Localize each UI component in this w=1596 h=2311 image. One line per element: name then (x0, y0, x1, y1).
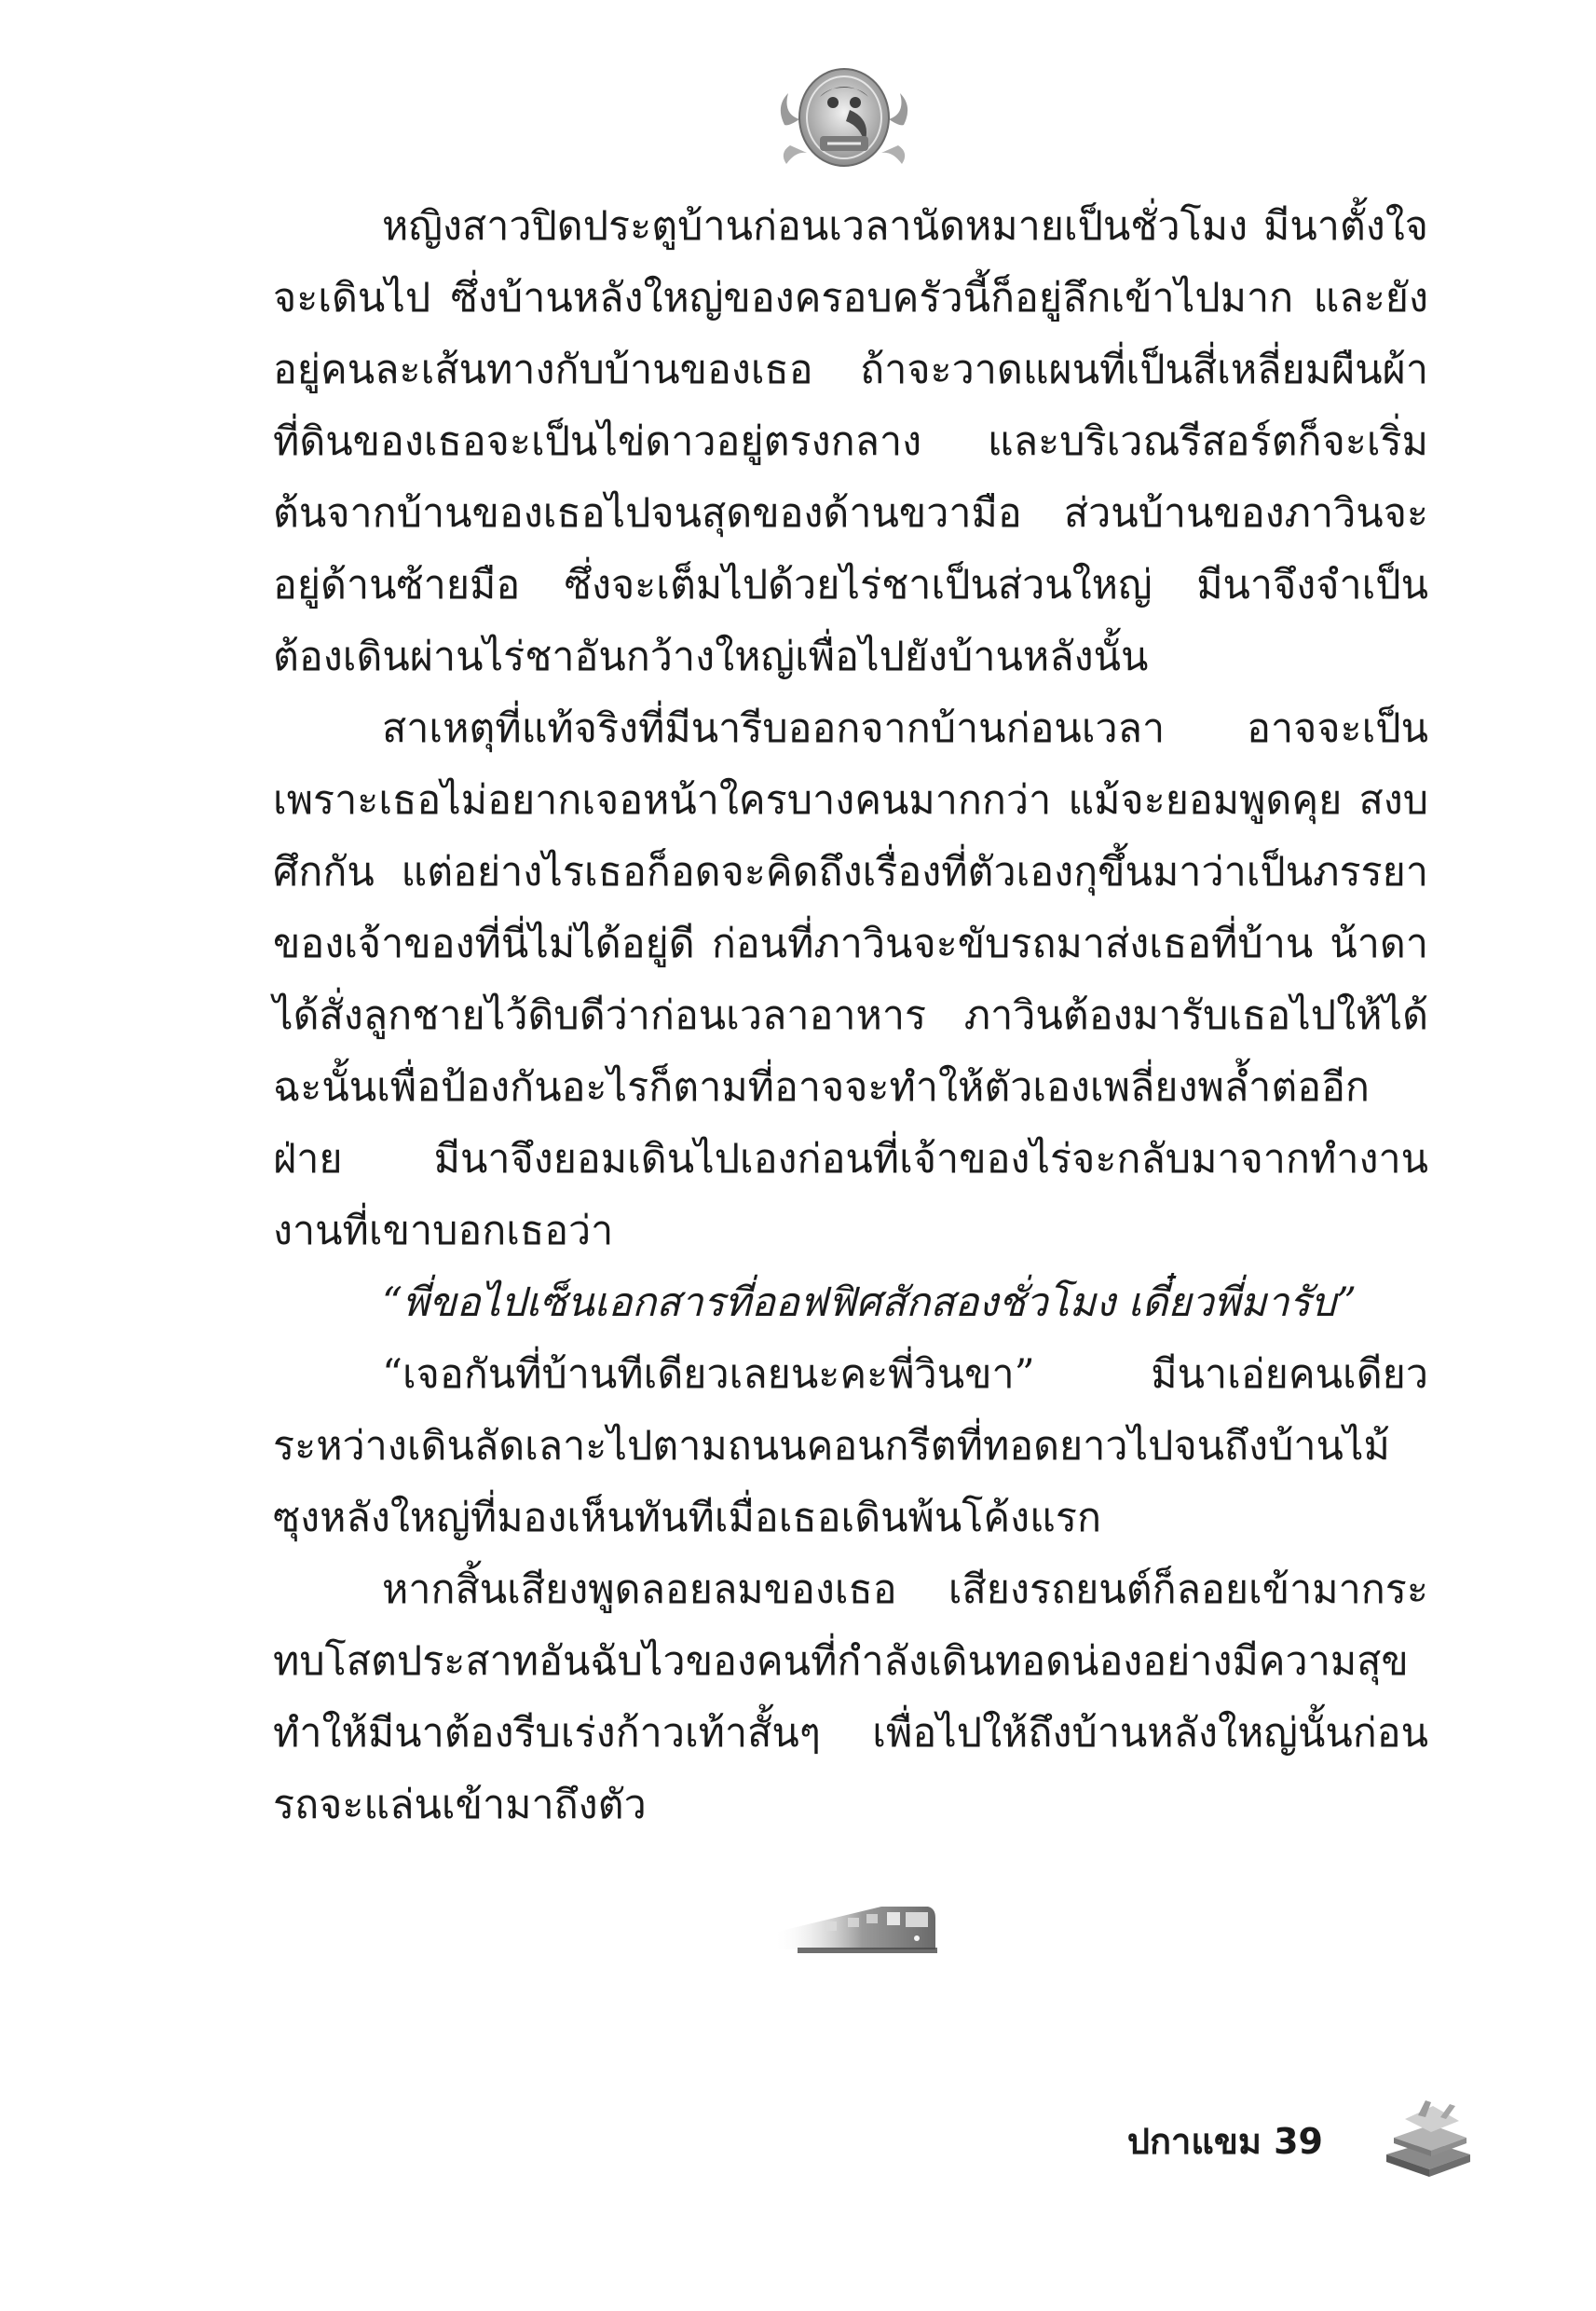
stacked-books-icon (1377, 2097, 1480, 2181)
paragraph: “เจอกันที่บ้านทีเดียวเลยนะคะพี่วินขา” มีนาเอ่ยคนเดียวระหว่างเดินลัดเลาะไปตามถนนคอนกรีตที่ทอดยาวไปจนถึงบ้านไม้ซุงหลังใหญ่ที่มองเห็นทันทีเมื่อเธอเดินพ้นโค้งแรก (273, 1351, 1428, 1541)
body-text (273, 191, 1428, 1841)
paragraph: หญิงสาวปิดประตูบ้านก่อนเวลานัดหมายเป็นชั่วโมง มีนาตั้งใจจะเดินไป ซึ่งบ้านหลังใหญ่ของครอบครัวนี้ก็อยู่ลึกเข้าไปมาก และยังอยู่คนละเส้นทางกับบ้านของเธอ ถ้าจะวาดแผนที่เป็นสี่เหลี่ยมผืนผ้า ที่ดินของเธอจะเป็นไข่ดาวอยู่ตรงกลาง และบริเวณรีสอร์ตก็จะเริ่มต้นจากบ้านของเธอไปจนสุดของด้านขวามือ ส่วนบ้านของภาวินจะอยู่ด้านซ้ายมือ ซึ่งจะเต็มไปด้วยไร่ชาเป็นส่วนใหญ่ มีนาจึงจำเป็นต้องเดินผ่านไร่ชาอันกว้างใหญ่เพื่อไปยังบ้านหลังนั้น (273, 203, 1428, 680)
paragraph: หากสิ้นเสียงพูดลอยลมของเธอ เสียงรถยนต์ก็ลอยเข้ามากระทบโสตประสาทอันฉับไวของคนที่กำลังเดินทอดน่องอย่างมีความสุข ทำให้มีนาต้องรีบเร่งก้าวเท้าสั้นๆ เพื่อไปให้ถึงบ้านหลังใหญ่นั้นก่อนรถจะแล่นเข้ามาถึงตัว (273, 1566, 1428, 1828)
quoted-dialogue: “พี่ขอไปเซ็นเอกสารที่ออฟฟิศสักสองชั่วโมง เดี๋ยวพี่มารับ” (382, 1279, 1357, 1326)
page-footer-label: ปกาแขม 39 (1126, 2121, 1323, 2162)
feather-quill-emblem-icon (771, 60, 917, 179)
paragraph: สาเหตุที่แท้จริงที่มีนารีบออกจากบ้านก่อนเวลา อาจจะเป็นเพราะเธอไม่อยากเจอหน้าใครบางคนมากกว่า แม้จะยอมพูดคุย สงบศึกกัน แต่อย่างไรเธอก็อดจะคิดถึงเรื่องที่ตัวเองกุขึ้นมาว่าเป็นภรรยาของเจ้าของที่นี่ไม่ได้อยู่ดี ก่อนที่ภาวินจะขับรถมาส่งเธอที่บ้าน น้าดาได้สั่งลูกชายไว้ดิบดีว่าก่อนเวลาอาหาร ภาวินต้องมารับเธอไปให้ได้ ฉะนั้นเพื่อป้องกันอะไรก็ตามที่อาจจะทำให้ตัวเองเพลี่ยงพล้ำต่ออีกฝ่าย มีนาจึงยอมเดินไปเองก่อนที่เจ้าของไร่จะกลับมาจากทำงาน งานที่เขาบอกเธอว่า (273, 705, 1428, 1254)
train-icon (770, 1875, 937, 1968)
